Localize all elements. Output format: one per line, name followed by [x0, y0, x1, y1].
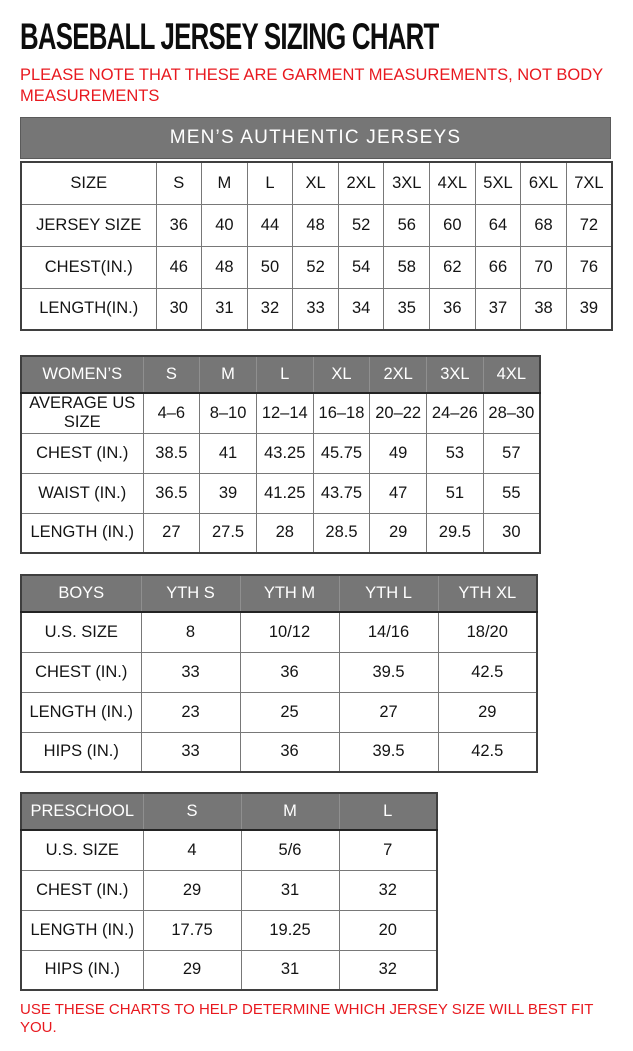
cell-value: 10/12	[240, 612, 339, 652]
cell-value: 5XL	[475, 162, 521, 204]
cell-value: 38.5	[143, 433, 200, 473]
cell-value: 66	[475, 246, 521, 288]
cell-value: 64	[475, 204, 521, 246]
cell-value: 32	[339, 870, 437, 910]
cell-value: 27.5	[200, 513, 257, 553]
cell-value: 30	[156, 288, 202, 330]
table-row	[21, 830, 437, 870]
cell-value: 24–26	[427, 393, 484, 433]
cell-value: 12–14	[256, 393, 313, 433]
table-row	[21, 393, 540, 433]
cell-value: 56	[384, 204, 430, 246]
row-label: LENGTH (IN.)	[21, 910, 143, 950]
cell-value: 72	[566, 204, 612, 246]
cell-value: 68	[521, 204, 567, 246]
column-header: L	[339, 793, 437, 830]
column-header: YTH S	[141, 575, 240, 612]
cell-value: 36.5	[143, 473, 200, 513]
cell-value: 7XL	[566, 162, 612, 204]
cell-value: 55	[483, 473, 540, 513]
cell-value: 42.5	[438, 652, 537, 692]
cell-value: 27	[143, 513, 200, 553]
table-row	[21, 692, 537, 732]
column-header: YTH XL	[438, 575, 537, 612]
fit-advice-note: USE THESE CHARTS TO HELP DETERMINE WHICH JERSEY SIZE WILL BEST FIT YOU.	[20, 1001, 594, 1036]
cell-value: 48	[202, 246, 248, 288]
cell-value: 20–22	[370, 393, 427, 433]
cell-value: L	[247, 162, 293, 204]
cell-value: 23	[141, 692, 240, 732]
cell-value: 20	[339, 910, 437, 950]
cell-value: 31	[241, 870, 339, 910]
cell-value: 43.25	[256, 433, 313, 473]
cell-value: 29	[143, 950, 241, 990]
cell-value: 31	[241, 950, 339, 990]
column-header: S	[143, 793, 241, 830]
column-header: L	[256, 356, 313, 393]
table-row	[21, 612, 537, 652]
column-header: M	[200, 356, 257, 393]
cell-value: 50	[247, 246, 293, 288]
cell-value: 19.25	[241, 910, 339, 950]
cell-value: 27	[339, 692, 438, 732]
womens-sizing-table	[20, 355, 541, 554]
row-label: HIPS (IN.)	[21, 950, 143, 990]
cell-value: 8	[141, 612, 240, 652]
cell-value: 58	[384, 246, 430, 288]
cell-value: 29	[370, 513, 427, 553]
row-label: U.S. SIZE	[21, 612, 141, 652]
cell-value: 41.25	[256, 473, 313, 513]
mens-sizing-table	[20, 161, 613, 331]
cell-value: 4–6	[143, 393, 200, 433]
table-category-label: WOMEN’S	[21, 356, 143, 393]
cell-value: 5/6	[241, 830, 339, 870]
cell-value: 36	[430, 288, 476, 330]
cell-value: 28–30	[483, 393, 540, 433]
cell-value: 36	[240, 652, 339, 692]
table-category-label: BOYS	[21, 575, 141, 612]
preschool-sizing-table	[20, 792, 438, 991]
column-header: 2XL	[370, 356, 427, 393]
mens-authentic-jerseys-banner: MEN’S AUTHENTIC JERSEYS	[20, 117, 611, 159]
cell-value: 8–10	[200, 393, 257, 433]
table-row	[21, 473, 540, 513]
row-label: LENGTH (IN.)	[21, 692, 141, 732]
cell-value: 38	[521, 288, 567, 330]
column-header: XL	[313, 356, 370, 393]
row-label: JERSEY SIZE	[21, 204, 156, 246]
cell-value: 52	[338, 204, 384, 246]
cell-value: 29	[143, 870, 241, 910]
cell-value: 32	[247, 288, 293, 330]
row-label: U.S. SIZE	[21, 830, 143, 870]
table-header-row	[21, 793, 437, 830]
cell-value: 37	[475, 288, 521, 330]
cell-value: 33	[293, 288, 339, 330]
cell-value: 16–18	[313, 393, 370, 433]
cell-value: 28.5	[313, 513, 370, 553]
row-label: AVERAGE US SIZE	[21, 393, 143, 433]
table-row	[21, 870, 437, 910]
table-header-row	[21, 575, 537, 612]
cell-value: 39	[566, 288, 612, 330]
cell-value: 45.75	[313, 433, 370, 473]
cell-value: 36	[240, 732, 339, 772]
cell-value: S	[156, 162, 202, 204]
cell-value: 34	[338, 288, 384, 330]
column-header: M	[241, 793, 339, 830]
table-row	[21, 162, 612, 204]
cell-value: 17.75	[143, 910, 241, 950]
cell-value: 39.5	[339, 652, 438, 692]
cell-value: 4	[143, 830, 241, 870]
cell-value: 4XL	[430, 162, 476, 204]
column-header: S	[143, 356, 200, 393]
cell-value: 44	[247, 204, 293, 246]
cell-value: 29.5	[427, 513, 484, 553]
table-row	[21, 204, 612, 246]
page-title: BASEBALL JERSEY SIZING CHART	[20, 16, 439, 58]
column-header: 3XL	[427, 356, 484, 393]
cell-value: 7	[339, 830, 437, 870]
cell-value: 46	[156, 246, 202, 288]
row-label: CHEST (IN.)	[21, 433, 143, 473]
table-row	[21, 950, 437, 990]
cell-value: 62	[430, 246, 476, 288]
cell-value: 18/20	[438, 612, 537, 652]
cell-value: 76	[566, 246, 612, 288]
cell-value: 52	[293, 246, 339, 288]
cell-value: 43.75	[313, 473, 370, 513]
row-label: WAIST (IN.)	[21, 473, 143, 513]
garment-measurement-note: PLEASE NOTE THAT THESE ARE GARMENT MEASUREMENTS, NOT BODY MEASUREMENTS	[20, 66, 603, 105]
cell-value: M	[202, 162, 248, 204]
table-category-label: PRESCHOOL	[21, 793, 143, 830]
cell-value: 33	[141, 732, 240, 772]
cell-value: 28	[256, 513, 313, 553]
cell-value: 31	[202, 288, 248, 330]
row-label: CHEST(IN.)	[21, 246, 156, 288]
table-row	[21, 513, 540, 553]
cell-value: 30	[483, 513, 540, 553]
column-header: 4XL	[483, 356, 540, 393]
boys-sizing-table	[20, 574, 538, 773]
table-header-row	[21, 356, 540, 393]
cell-value: 33	[141, 652, 240, 692]
cell-value: 53	[427, 433, 484, 473]
cell-value: 36	[156, 204, 202, 246]
cell-value: 14/16	[339, 612, 438, 652]
cell-value: 39	[200, 473, 257, 513]
cell-value: 57	[483, 433, 540, 473]
cell-value: 40	[202, 204, 248, 246]
cell-value: 42.5	[438, 732, 537, 772]
table-row	[21, 433, 540, 473]
row-label: LENGTH(IN.)	[21, 288, 156, 330]
cell-value: 70	[521, 246, 567, 288]
cell-value: 51	[427, 473, 484, 513]
cell-value: 2XL	[338, 162, 384, 204]
row-label: LENGTH (IN.)	[21, 513, 143, 553]
column-header: YTH M	[240, 575, 339, 612]
cell-value: 49	[370, 433, 427, 473]
cell-value: 35	[384, 288, 430, 330]
cell-value: 48	[293, 204, 339, 246]
cell-value: 47	[370, 473, 427, 513]
cell-value: 25	[240, 692, 339, 732]
row-label: HIPS (IN.)	[21, 732, 141, 772]
table-row	[21, 652, 537, 692]
table-row	[21, 246, 612, 288]
cell-value: 6XL	[521, 162, 567, 204]
row-label: SIZE	[21, 162, 156, 204]
row-label: CHEST (IN.)	[21, 652, 141, 692]
table-row	[21, 288, 612, 330]
cell-value: 54	[338, 246, 384, 288]
table-row	[21, 910, 437, 950]
cell-value: XL	[293, 162, 339, 204]
column-header: YTH L	[339, 575, 438, 612]
table-row	[21, 732, 537, 772]
cell-value: 29	[438, 692, 537, 732]
cell-value: 39.5	[339, 732, 438, 772]
row-label: CHEST (IN.)	[21, 870, 143, 910]
cell-value: 32	[339, 950, 437, 990]
cell-value: 3XL	[384, 162, 430, 204]
cell-value: 41	[200, 433, 257, 473]
cell-value: 60	[430, 204, 476, 246]
